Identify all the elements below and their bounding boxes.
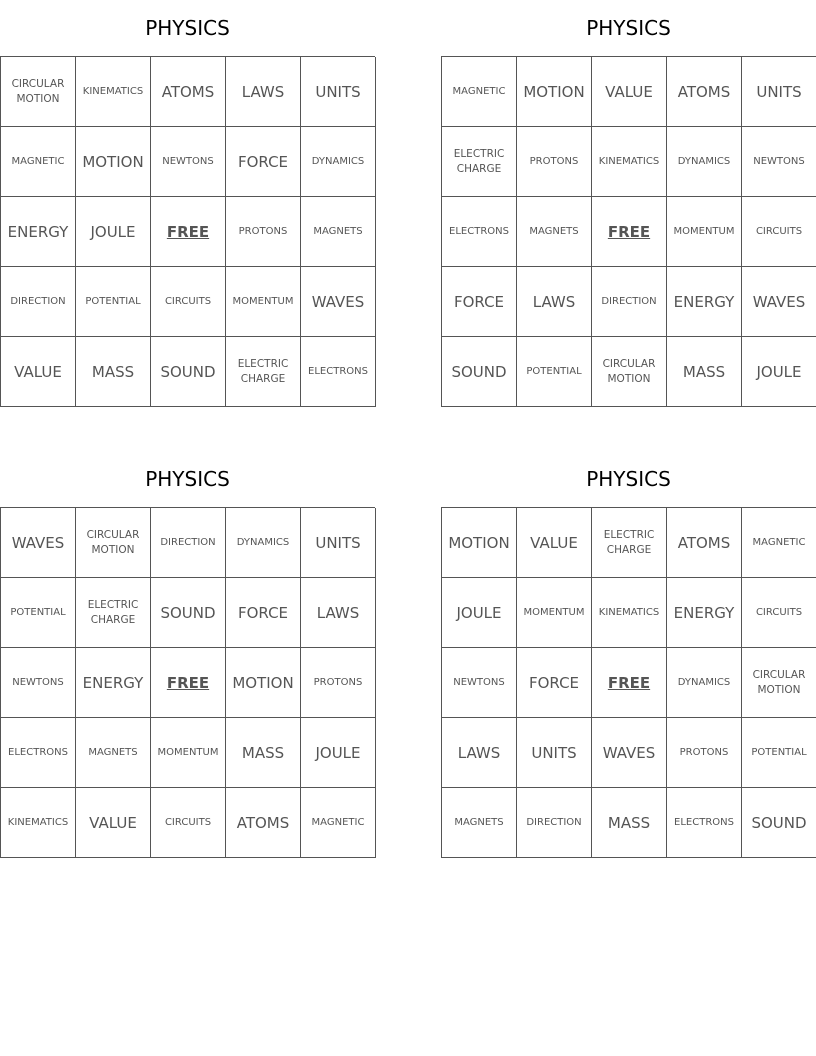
bingo-cell: KINEMATICS (76, 57, 151, 127)
bingo-cell: LAWS (226, 57, 301, 127)
bingo-cell: POTENTIAL (76, 267, 151, 337)
card-title: PHYSICS (586, 467, 671, 491)
bingo-cell: UNITS (301, 508, 376, 578)
bingo-cell: ELECTRONS (667, 788, 742, 858)
bingo-cell: MAGNETIC (301, 788, 376, 858)
free-space-cell: FREE (592, 197, 667, 267)
bingo-cell: DIRECTION (592, 267, 667, 337)
bingo-cell: WAVES (301, 267, 376, 337)
bingo-cell: NEWTONS (742, 127, 816, 197)
bingo-cell: ENERGY (667, 267, 742, 337)
bingo-cell: KINEMATICS (592, 578, 667, 648)
bingo-cell: NEWTONS (442, 648, 517, 718)
bingo-cell: MASS (592, 788, 667, 858)
bingo-cell: ELECTRIC CHARGE (226, 337, 301, 407)
bingo-cell: CIRCULAR MOTION (76, 508, 151, 578)
bingo-cell: MOMENTUM (667, 197, 742, 267)
bingo-cell: MOMENTUM (151, 718, 226, 788)
bingo-cell: MAGNETS (517, 197, 592, 267)
bingo-cell: DYNAMICS (667, 127, 742, 197)
bingo-cell: MASS (76, 337, 151, 407)
bingo-cell: MASS (667, 337, 742, 407)
bingo-cell: DIRECTION (151, 508, 226, 578)
bingo-cell: CIRCUITS (151, 267, 226, 337)
bingo-cell: PROTONS (301, 648, 376, 718)
bingo-cell: FORCE (226, 127, 301, 197)
bingo-grid (441, 56, 816, 407)
bingo-cell: ENERGY (1, 197, 76, 267)
bingo-cell: UNITS (517, 718, 592, 788)
bingo-cell: PROTONS (226, 197, 301, 267)
bingo-cell: ELECTRONS (301, 337, 376, 407)
bingo-cell: ATOMS (226, 788, 301, 858)
bingo-cell: VALUE (1, 337, 76, 407)
bingo-cell: DYNAMICS (226, 508, 301, 578)
bingo-card-2 (441, 0, 816, 407)
bingo-cell: CIRCUITS (742, 197, 816, 267)
bingo-cell: CIRCULAR MOTION (742, 648, 816, 718)
bingo-cell: NEWTONS (1, 648, 76, 718)
bingo-card-3 (0, 451, 375, 858)
bingo-cell: MOTION (76, 127, 151, 197)
bingo-cell: ATOMS (667, 57, 742, 127)
bingo-cell: ATOMS (667, 508, 742, 578)
bingo-cell: ELECTRIC CHARGE (76, 578, 151, 648)
bingo-cell: DIRECTION (517, 788, 592, 858)
bingo-cell: SOUND (442, 337, 517, 407)
bingo-cell: MASS (226, 718, 301, 788)
bingo-cell: MAGNETIC (442, 57, 517, 127)
bingo-cell: KINEMATICS (1, 788, 76, 858)
bingo-cell: ELECTRONS (1, 718, 76, 788)
bingo-cell: MAGNETS (76, 718, 151, 788)
bingo-cell: CIRCUITS (151, 788, 226, 858)
bingo-cell: PROTONS (667, 718, 742, 788)
bingo-cell: POTENTIAL (1, 578, 76, 648)
bingo-cell: VALUE (76, 788, 151, 858)
card-title: PHYSICS (586, 16, 671, 40)
free-space-cell: FREE (151, 197, 226, 267)
bingo-cell: WAVES (592, 718, 667, 788)
bingo-cell: CIRCULAR MOTION (592, 337, 667, 407)
bingo-cell: ENERGY (667, 578, 742, 648)
bingo-cell: JOULE (442, 578, 517, 648)
bingo-cell: ATOMS (151, 57, 226, 127)
bingo-cell: DIRECTION (1, 267, 76, 337)
card-title: PHYSICS (145, 467, 230, 491)
bingo-grid (0, 56, 375, 407)
bingo-cell: CIRCULAR MOTION (1, 57, 76, 127)
bingo-cell: UNITS (742, 57, 816, 127)
bingo-cell: ENERGY (76, 648, 151, 718)
bingo-cell: CIRCUITS (742, 578, 816, 648)
free-space-cell: FREE (151, 648, 226, 718)
bingo-cell: VALUE (517, 508, 592, 578)
bingo-cell: MAGNETS (442, 788, 517, 858)
card-title: PHYSICS (145, 16, 230, 40)
bingo-cell: PROTONS (517, 127, 592, 197)
bingo-cell: MAGNETIC (1, 127, 76, 197)
bingo-cell: VALUE (592, 57, 667, 127)
free-space-cell: FREE (592, 648, 667, 718)
bingo-cell: MOMENTUM (226, 267, 301, 337)
bingo-cell: MOTION (517, 57, 592, 127)
bingo-cell: MAGNETS (301, 197, 376, 267)
bingo-cell: FORCE (442, 267, 517, 337)
bingo-grid (0, 507, 375, 858)
bingo-cell: JOULE (742, 337, 816, 407)
bingo-card-4 (441, 451, 816, 858)
bingo-cell: LAWS (442, 718, 517, 788)
bingo-card-1 (0, 0, 375, 407)
bingo-cell: JOULE (76, 197, 151, 267)
bingo-cell: SOUND (742, 788, 816, 858)
bingo-cell: MOTION (442, 508, 517, 578)
bingo-cell: DYNAMICS (667, 648, 742, 718)
bingo-cell: JOULE (301, 718, 376, 788)
bingo-cell: ELECTRIC CHARGE (592, 508, 667, 578)
bingo-cell: SOUND (151, 578, 226, 648)
bingo-cell: LAWS (301, 578, 376, 648)
bingo-cell: POTENTIAL (517, 337, 592, 407)
bingo-cell: DYNAMICS (301, 127, 376, 197)
bingo-cell: WAVES (1, 508, 76, 578)
bingo-cell: KINEMATICS (592, 127, 667, 197)
bingo-grid (441, 507, 816, 858)
bingo-cell: NEWTONS (151, 127, 226, 197)
bingo-cell: MOMENTUM (517, 578, 592, 648)
bingo-cell: ELECTRIC CHARGE (442, 127, 517, 197)
bingo-cell: UNITS (301, 57, 376, 127)
bingo-cell: WAVES (742, 267, 816, 337)
bingo-cell: MOTION (226, 648, 301, 718)
bingo-cell: SOUND (151, 337, 226, 407)
bingo-cell: MAGNETIC (742, 508, 816, 578)
bingo-cell: FORCE (517, 648, 592, 718)
bingo-cell: FORCE (226, 578, 301, 648)
bingo-cell: LAWS (517, 267, 592, 337)
bingo-cell: ELECTRONS (442, 197, 517, 267)
bingo-cell: POTENTIAL (742, 718, 816, 788)
